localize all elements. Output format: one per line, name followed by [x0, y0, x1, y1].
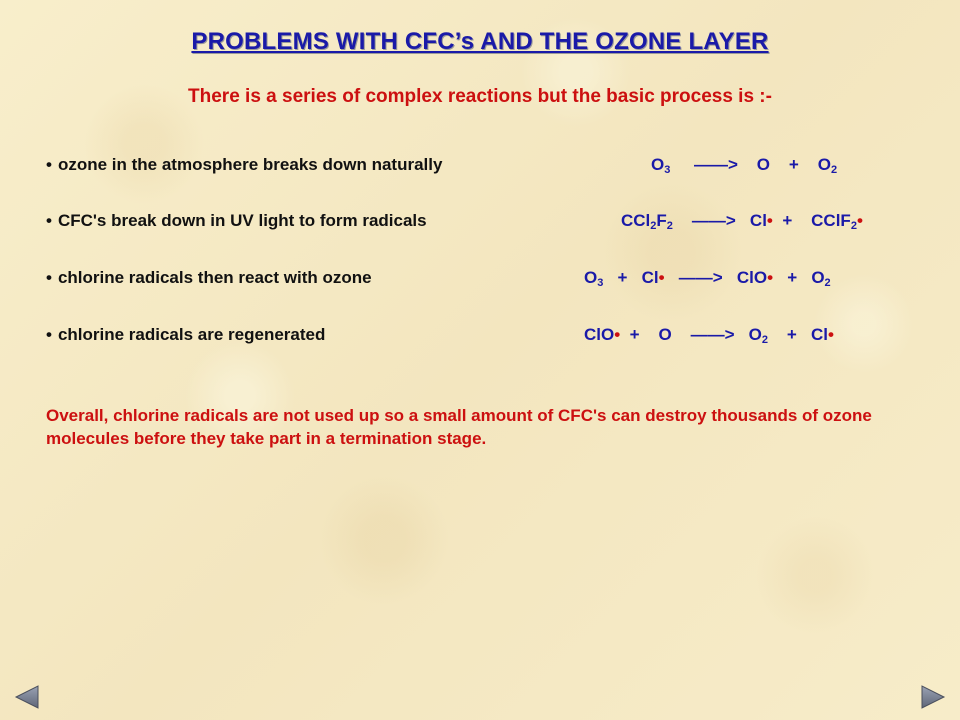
step-3	[46, 268, 372, 288]
step-1	[46, 155, 442, 175]
previous-slide-button[interactable]	[14, 684, 40, 710]
equation-text: + O	[773, 268, 825, 287]
radical-dot: •	[767, 268, 774, 287]
equation	[651, 155, 837, 176]
subscript: 2	[830, 164, 838, 176]
equation-text: ——> ClO	[664, 268, 768, 287]
equation-text: + O ——> O	[620, 325, 762, 344]
next-slide-button[interactable]	[920, 684, 946, 710]
equation-text: ——> Cl	[672, 211, 767, 230]
triangle-left-icon	[14, 684, 40, 710]
bullet: •	[46, 211, 52, 230]
subscript: 2	[850, 220, 857, 232]
subscript: 2	[650, 220, 657, 232]
bullet: •	[46, 325, 52, 344]
bullet: •	[46, 155, 52, 174]
equation-text: + Cl	[603, 268, 659, 287]
equation-text: F	[656, 211, 667, 230]
step-text: CFC's break down in UV light to form radicals	[57, 211, 427, 230]
subscript: 3	[597, 277, 604, 289]
equation-text: ClO	[584, 325, 615, 344]
step-text: chlorine radicals then react with ozone	[57, 268, 372, 287]
subscript: 2	[824, 277, 831, 289]
step-4	[46, 325, 325, 345]
page-title: PROBLEMS WITH CFC’s AND THE OZONE LAYER	[191, 28, 769, 55]
equation-text: O	[651, 155, 665, 174]
radical-dot: •	[766, 211, 773, 230]
equation-text: CCl	[621, 211, 651, 230]
step-text: ozone in the atmosphere breaks down naturally	[57, 155, 443, 174]
bullet: •	[46, 268, 52, 287]
subscript: 2	[761, 334, 769, 346]
subscript: 3	[664, 164, 671, 176]
equation	[621, 211, 863, 232]
subscript: 2	[666, 220, 673, 232]
equation-text: ——> O + O	[670, 155, 831, 174]
radical-dot: •	[614, 325, 621, 344]
step-text: chlorine radicals are regenerated	[57, 325, 326, 344]
equation	[584, 325, 834, 346]
radical-dot: •	[856, 211, 863, 230]
equation-text: + Cl	[768, 325, 829, 344]
radical-dot: •	[658, 268, 665, 287]
equation-text: + CClF	[772, 211, 851, 230]
step-2	[46, 211, 427, 231]
triangle-right-icon	[920, 684, 946, 710]
equation	[584, 268, 831, 289]
equation-text: O	[584, 268, 598, 287]
radical-dot: •	[828, 325, 834, 344]
page-subtitle: There is a series of complex reactions but the basic process is :-	[188, 86, 772, 107]
overall-text: Overall, chlorine radicals are not used up so a small amount of CFC's can destroy thousands of ozone molecules before they take part in a termination stage.	[46, 406, 872, 448]
